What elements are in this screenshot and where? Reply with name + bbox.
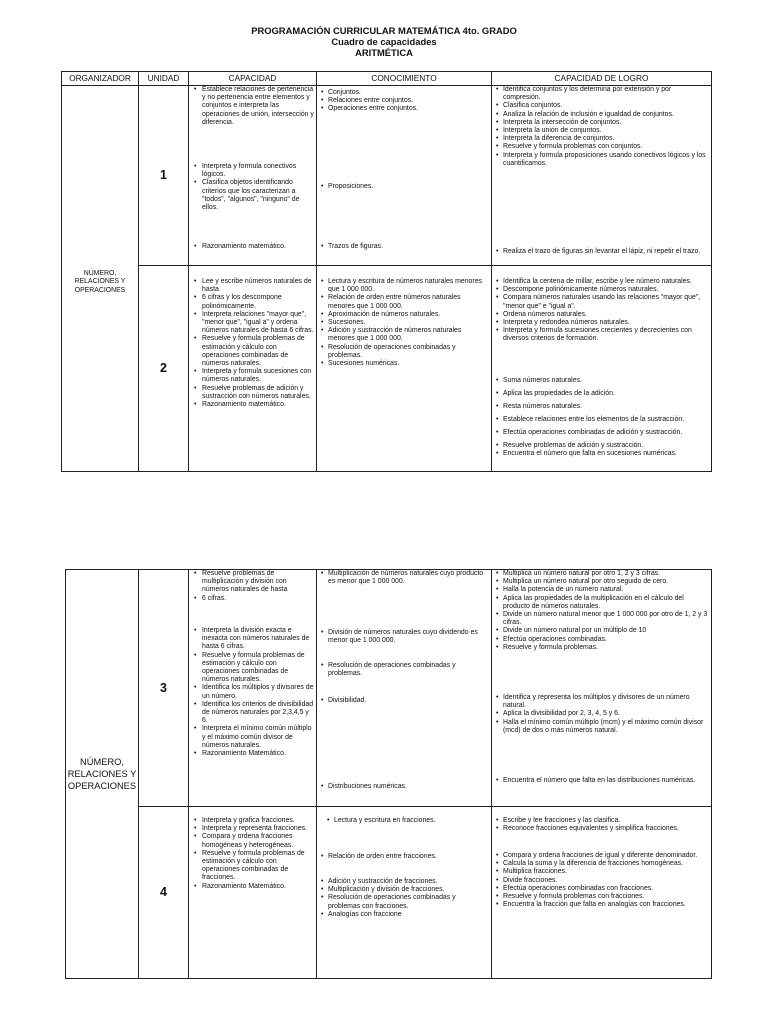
list-item: • Interpreta y formula proposiciones usando conectivos lógicos y los cuantificamos. [492, 152, 709, 168]
bullet-list [317, 570, 489, 586]
list-item: • Distribuciones numéricas. [317, 783, 489, 791]
column-header-unidad: UNIDAD [139, 72, 189, 86]
unit-number: 4 [139, 807, 189, 979]
list-item: • Clasifica conjuntos. [492, 102, 709, 110]
bullet-list [317, 662, 489, 678]
list-item: • Interpreta y grafica fracciones. [189, 817, 314, 825]
bullet-list [189, 243, 314, 251]
list-item: • Resuelve y formula problemas con fracciones. [492, 893, 709, 901]
capacidad-cell [189, 266, 317, 472]
capacities-table-1 [61, 71, 712, 472]
conocimiento-cell [317, 807, 492, 979]
list-item: • Lectura y escritura en fracciones. [323, 817, 489, 825]
list-item: • Encuentra la fracción que falta en analogías con fracciones. [492, 901, 709, 909]
list-item: • Resuelve problemas de adición y sustracción. [492, 442, 709, 450]
list-item: • División de números naturales cuyo dividendo es menor que 1 000 000. [317, 629, 489, 645]
list-item: • Descompone polinómicamente números naturales. [492, 286, 709, 294]
column-header-organizador: ORGANIZADOR [62, 72, 139, 86]
list-item: • Interpreta y representa fracciones. [189, 825, 314, 833]
bullet-list [189, 163, 314, 212]
unit-number: 3 [139, 570, 189, 807]
list-item: • Aplica las propiedades de la multiplicación en el cálculo del producto de números naturales. [492, 595, 709, 611]
list-item: • Encuentra el número que falta en las distribuciones numéricas. [492, 777, 709, 785]
conocimiento-cell [317, 570, 492, 807]
list-item: • Interpreta la unión de conjuntos. [492, 127, 709, 135]
list-item: • Razonamiento matemático. [189, 401, 314, 409]
list-item: • Halla la potencia de un número natural. [492, 586, 709, 594]
list-item: • Compara y ordena fracciones homogéneas y heterogéneas. [189, 833, 314, 849]
list-item: • Aplica la divisibilidad por 2, 3, 4, 5 y 6. [492, 710, 709, 718]
bullet-list [189, 570, 314, 603]
bullet-list [492, 694, 709, 735]
list-item: • Interpreta el mínimo común múltiplo y el máximo común divisor de números naturales. [189, 725, 314, 750]
list-item: • Resuelve y formula problemas. [492, 644, 709, 652]
list-item: • Interpreta y formula conectivos lógicos. [189, 163, 314, 179]
table-row-unit-3 [66, 570, 712, 807]
unit-number: 2 [139, 266, 189, 472]
list-item: • Relación de orden entre números naturales menores que 1 000 000. [317, 294, 489, 310]
list-item: • Multiplicación y división de fracciones. [317, 886, 489, 894]
column-header-capacidad: CAPACIDAD [189, 72, 317, 86]
list-item: • Resuelve problemas de adición y sustracción con números naturales. [189, 385, 314, 401]
list-item: • Identifica los múltiplos y divisores de un número. [189, 684, 314, 700]
list-item: • Conjuntos. [317, 89, 489, 97]
list-item: • Multiplica fracciones. [492, 868, 709, 876]
list-item: • Adición y sustracción de fracciones. [317, 878, 489, 886]
list-item: • Encuentra el número que falta en sucesiones numéricas. [492, 450, 709, 458]
list-item: • Efectúa operaciones combinadas con fracciones. [492, 885, 709, 893]
list-item: • Establece relaciones de pertenencia y no pertenencia entre elementos y conjuntos e interpreta las operaciones de unión, intersección y diferencia. [189, 86, 314, 127]
list-item: • Identifica los criterios de divisibilidad de números naturales por 2,3,4,5 y 6. [189, 701, 314, 726]
bullet-list [492, 390, 709, 398]
table-row-unit-4 [66, 807, 712, 979]
bullet-list [492, 442, 709, 458]
bullet-list [317, 878, 489, 919]
list-item: • Divide un número natural por un múltiplo de 10 [492, 627, 709, 635]
logro-cell [492, 570, 712, 807]
list-item: • Relaciones entre conjuntos. [317, 97, 489, 105]
capacidad-cell [189, 807, 317, 979]
list-item: • Interpreta y redondea números naturales. [492, 319, 709, 327]
bullet-list [492, 852, 709, 909]
document-title: PROGRAMACIÓN CURRICULAR MATEMÁTICA 4to. GRADO [251, 25, 517, 36]
bullet-list [317, 853, 489, 861]
list-item: • Interpreta la intersección de conjuntos. [492, 119, 709, 127]
list-item: • Sucesiones. [317, 319, 489, 327]
list-item: • Divide un número natural menor que 1 000 000 por otro de 1, 2 y 3 cifras. [492, 611, 709, 627]
list-item: • Operaciones entre conjuntos. [317, 105, 489, 113]
bullet-list [492, 416, 709, 424]
capacidad-cell [189, 86, 317, 266]
bullet-list [492, 403, 709, 411]
list-item: • Clasifica objetos identificando criterios que los caracterizan a "todos", "algunos", "ninguno" de ellos. [189, 179, 314, 212]
list-item: • Resuelve y formula problemas con conjuntos. [492, 143, 709, 151]
list-item: • Interpreta relaciones "mayor que", "menor que", "igual a" y ordena números naturales de hasta 6 cifras. [189, 311, 314, 336]
capacities-table-2 [65, 569, 712, 979]
bullet-list [492, 817, 709, 833]
list-item: • Compara números naturales usando las relaciones "mayor que", "menor que" e "igual a". [492, 294, 709, 310]
list-item: • Razonamiento Matemático. [189, 883, 314, 891]
column-header-capacidad-de-logro: CAPACIDAD DE LOGRO [492, 72, 712, 86]
list-item: • Resolución de operaciones combinadas y problemas. [317, 662, 489, 678]
bullet-list [323, 817, 489, 825]
document-area: ARITMÉTICA [355, 47, 413, 58]
list-item: • Multiplica un número natural por otro 1, 2 y 3 cifras. [492, 570, 709, 578]
list-item: • Adición y sustracción de números naturales menores que 1 000 000. [317, 327, 489, 343]
bullet-list [317, 629, 489, 645]
list-item: • Proposiciones. [317, 183, 489, 191]
list-item: • Divide fracciones. [492, 877, 709, 885]
bullet-list [492, 86, 709, 168]
organizer-cell: NÚMERO, RELACIONES Y OPERACIONES [62, 86, 139, 472]
column-header-conocimiento: CONOCIMIENTO [317, 72, 492, 86]
list-item: • Resuelve y formula problemas de estimación y cálculo con operaciones combinadas de fracciones. [189, 850, 314, 883]
table-row-unit-2 [62, 266, 712, 472]
bullet-list [492, 777, 709, 785]
list-item: • Lee y escribe números naturales de hasta [189, 278, 314, 294]
list-item: • Resuelve problemas de multiplicación y división con números naturales de hasta [189, 570, 314, 595]
bullet-list [189, 86, 314, 127]
list-item: • Interpreta la diferencia de conjuntos. [492, 135, 709, 143]
list-item: • Razonamiento matemático. [189, 243, 314, 251]
list-item: • Relación de orden entre fracciones. [317, 853, 489, 861]
logro-cell [492, 266, 712, 472]
list-item: • Lectura y escritura de números naturales menores que 1 000 000. [317, 278, 489, 294]
conocimiento-cell [317, 266, 492, 472]
list-item: • Aproximación de números naturales. [317, 311, 489, 319]
list-item: • Multiplica un número natural por otro seguido de cero. [492, 578, 709, 586]
list-item: • Escribe y lee fracciones y las clasifica. [492, 817, 709, 825]
bullet-list [317, 697, 489, 705]
list-item: • Razonamiento Matemático. [189, 750, 314, 758]
list-item: • Suma números naturales. [492, 377, 709, 385]
list-item: • Analiza la relación de inclusión e igualdad de conjuntos. [492, 111, 709, 119]
bullet-list [317, 183, 489, 191]
list-item: • Efectúa operaciones combinadas de adición y sustracción. [492, 429, 709, 437]
table-row-unit-1 [62, 86, 712, 266]
bullet-list [492, 570, 709, 652]
capacidad-cell [189, 570, 317, 807]
bullet-list [492, 377, 709, 385]
bullet-list [492, 429, 709, 437]
list-item: • Realiza el trazo de figuras sin levantar el lápiz, ni repetir el trazo. [492, 248, 709, 256]
bullet-list [492, 278, 709, 344]
list-item: • Reconoce fracciones equivalentes y simplifica fracciones. [492, 825, 709, 833]
bullet-list [492, 248, 709, 256]
list-item: • Efectúa operaciones combinadas. [492, 636, 709, 644]
bullet-list [317, 783, 489, 791]
list-item: • Compara y ordena fracciones de igual y diferente denominador. [492, 852, 709, 860]
list-item: • Sucesiones numéricas. [317, 360, 489, 368]
bullet-list [317, 89, 489, 114]
logro-cell [492, 86, 712, 266]
document-header [0, 25, 768, 58]
organizer-cell: NÚMERO, RELACIONES Y OPERACIONES [66, 570, 139, 979]
bullet-list [317, 278, 489, 368]
list-item: • Analogías con fraccione [317, 911, 489, 919]
list-item: • Establece relaciones entre los elementos de la sustracción. [492, 416, 709, 424]
list-item: • Divisibilidad. [317, 697, 489, 705]
list-item: • Resuelve y formula problemas de estimación y cálculo con operaciones combinadas de números naturales. [189, 652, 314, 685]
bullet-list [189, 278, 314, 409]
list-item: • Interpreta la división exacta e inexacta con números naturales de hasta 6 cifras. [189, 627, 314, 652]
list-item: • Resolución de operaciones combinadas y problemas. [317, 344, 489, 360]
list-item: • 6 cifras. [189, 595, 314, 603]
list-item: • Ordena números naturales. [492, 311, 709, 319]
list-item: • Identifica conjuntos y los determina por extensión y por compresión. [492, 86, 709, 102]
bullet-list [317, 243, 489, 251]
list-item: • Trazos de figuras. [317, 243, 489, 251]
list-item: • Multiplicación de números naturales cuyo producto es menor que 1 000 000. [317, 570, 489, 586]
list-item: • 6 cifras y los descompone polinómicamente. [189, 294, 314, 310]
list-item: • Resuelve y formula problemas de estimación y cálculo con operaciones combinadas de números naturales. [189, 335, 314, 368]
list-item: • Calcula la suma y la diferencia de fracciones homogéneas. [492, 860, 709, 868]
unit-number: 1 [139, 86, 189, 266]
list-item: • Resta números naturales. [492, 403, 709, 411]
document-subtitle: Cuadro de capacidades [331, 36, 437, 47]
list-item: • Interpreta y formula sucesiones con números naturales. [189, 368, 314, 384]
list-item: • Identifica y representa los múltiplos y divisores de un número natural. [492, 694, 709, 710]
bullet-list [189, 817, 314, 891]
list-item: • Identifica la centena de millar, escribe y lee número naturales. [492, 278, 709, 286]
list-item: • Resolución de operaciones combinadas y problemas con fracciones. [317, 894, 489, 910]
list-item: • Aplica las propiedades de la adición. [492, 390, 709, 398]
list-item: • Halla el mínimo común múltiplo (mcm) y el máximo común divisor (mcd) de dos o más números natural. [492, 719, 709, 735]
table-header-row [62, 72, 712, 86]
list-item: • Interpreta y formula sucesiones crecientes y decrecientes con diversos criterios de formación. [492, 327, 709, 343]
conocimiento-cell [317, 86, 492, 266]
bullet-list [189, 627, 314, 758]
logro-cell [492, 807, 712, 979]
